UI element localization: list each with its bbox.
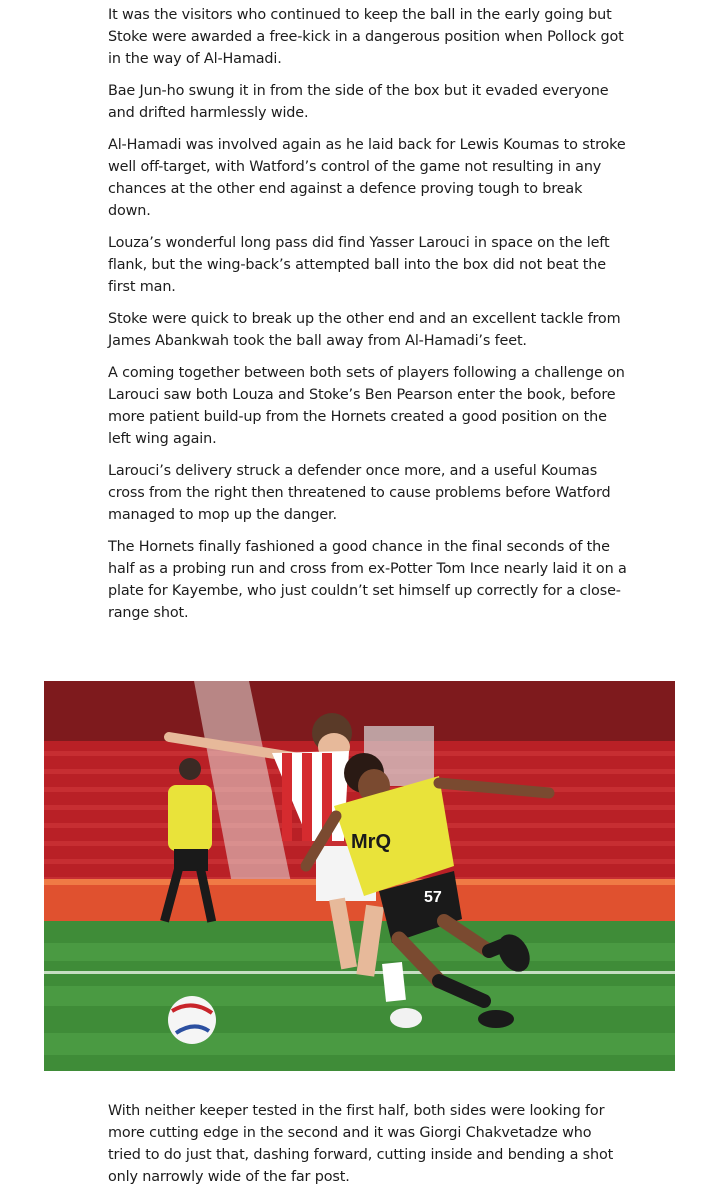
article-body-bottom	[108, 1100, 628, 1198]
match-photo-illustration	[44, 681, 675, 1071]
article-paragraph: The Hornets finally fashioned a good chance in the final seconds of the half as a probing run and cross from ex-Potter Tom Ince nearly laid it on a plate for Kayembe, who just couldn’t set himself up correctly for a close-range shot.	[108, 539, 627, 621]
article-paragraph: With neither keeper tested in the first half, both sides were looking for more cutting edge in the second and it was Giorgi Chakvetadze who tried to do just that, dashing forward, cutting inside and bending a shot only narrowly wide of the far post.	[108, 1103, 614, 1185]
article-paragraph: Louza’s wonderful long pass did find Yasser Larouci in space on the left flank, but the wing-back’s attempted ball into the box did not beat the first man.	[108, 235, 610, 295]
shirt-sponsor: MrQ	[351, 831, 391, 853]
article-paragraph: Al-Hamadi was involved again as he laid back for Lewis Koumas to stroke well off-target, with Watford’s control of the game not resulting in any chances at the other end against a defence proving tough to break down.	[108, 137, 626, 219]
article-paragraph: It was the visitors who continued to keep the ball in the early going but Stoke were awarded a free-kick in a dangerous position when Pollock got in the way of Al-Hamadi.	[108, 7, 624, 67]
article-body-top	[108, 4, 628, 634]
article-paragraph: Stoke were quick to break up the other end and an excellent tackle from James Abankwah took the ball away from Al-Hamadi’s feet.	[108, 311, 621, 349]
article-paragraph: Bae Jun-ho swung it in from the side of the box but it evaded everyone and drifted harmlessly wide.	[108, 83, 609, 121]
match-photo[interactable]	[44, 681, 675, 1071]
article-paragraph: Larouci’s delivery struck a defender once more, and a useful Koumas cross from the right then threatened to cause problems before Watford managed to mop up the danger.	[108, 463, 611, 523]
football	[168, 996, 216, 1044]
article-paragraph: A coming together between both sets of players following a challenge on Larouci saw both Louza and Stoke’s Ben Pearson enter the book, before more patient build-up from the Hornets created a good position on the left wing again.	[108, 365, 625, 447]
shirt-number: 57	[424, 889, 442, 906]
